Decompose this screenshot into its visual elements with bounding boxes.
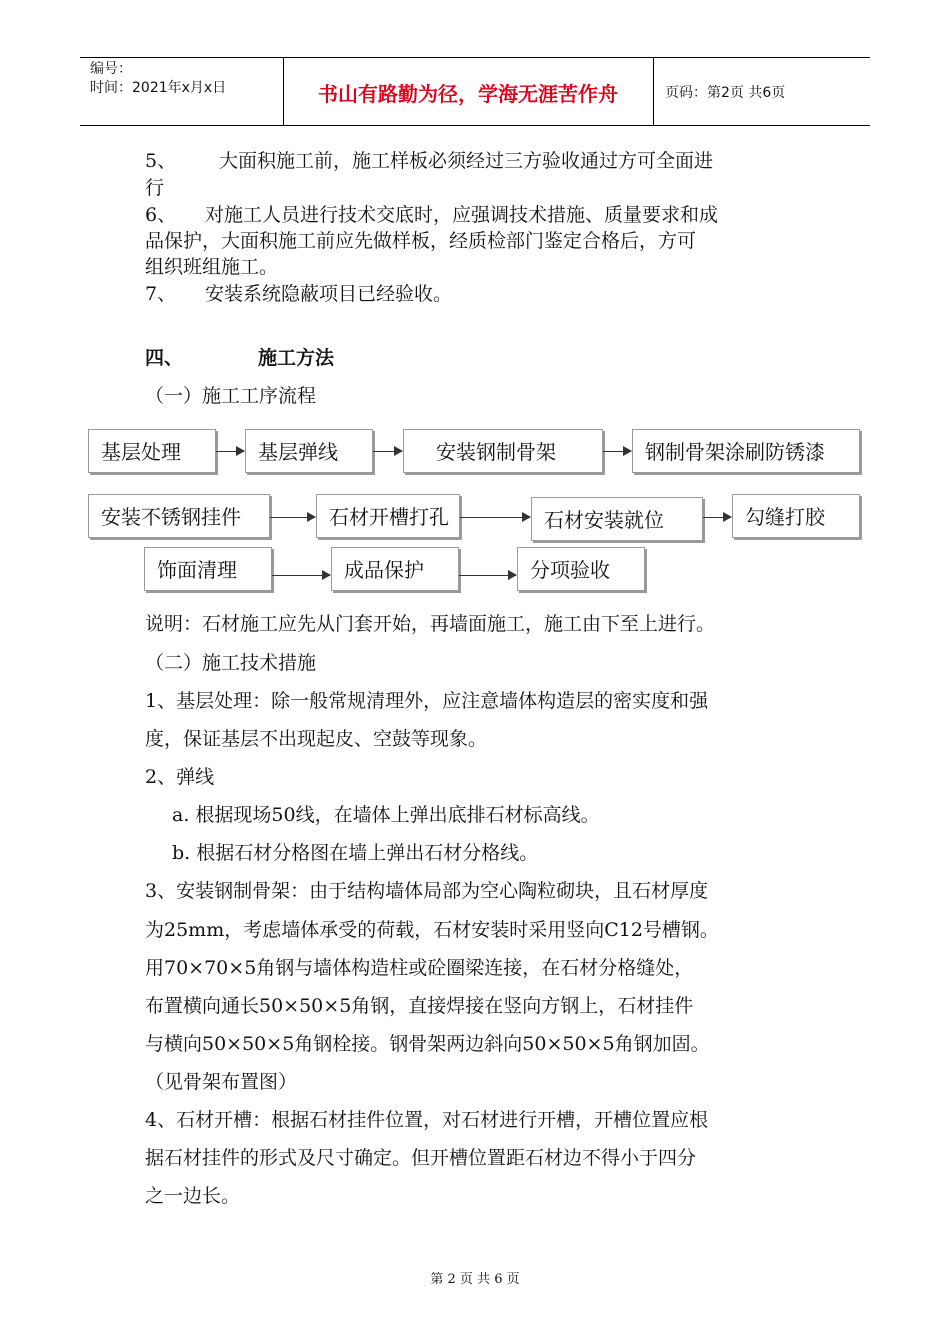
body-line: 度，保证基层不出现起皮、空鼓等现象。 [145, 728, 488, 750]
flow-arrow [703, 517, 731, 518]
flow-arrow [603, 451, 631, 452]
flow-step: 基层弹线 [245, 429, 373, 473]
section-number: 四、 [145, 347, 184, 369]
item-continuation: 行 [145, 177, 165, 199]
list-item [145, 148, 713, 174]
flow-note: 说明：石材施工应先从门套开始，再墙面施工，施工由下至上进行。 [145, 613, 716, 635]
flow-step: 安装钢制骨架 [403, 429, 603, 473]
header-motto: 书山有路勤为径，学海无涯苦作舟 [318, 82, 618, 106]
body-line: 之一边长。 [145, 1185, 241, 1207]
flow-arrow [373, 451, 402, 452]
body-line: 2、弹线 [145, 766, 215, 788]
item-number: 7、 [145, 283, 177, 305]
item-number: 6、 [145, 204, 177, 226]
flow-arrow [216, 451, 244, 452]
flow-step: 石材安装就位 [531, 497, 703, 541]
body-line: 据石材挂件的形式及尺寸确定。但开槽位置距石材边不得小于四分 [145, 1147, 697, 1169]
date-label: 时间：2021年x月x日 [90, 80, 227, 96]
page-number-label: 页码：第2页 共6页 [665, 85, 786, 101]
item-continuation: 品保护，大面积施工前应先做样板，经质检部门鉴定合格后，方可 [145, 230, 697, 252]
flow-arrow [272, 575, 330, 576]
flow-step: 安装不锈钢挂件 [88, 494, 270, 538]
section-title: 施工方法 [258, 347, 335, 369]
item-number: 5、 [145, 150, 177, 172]
flow-arrow [270, 517, 315, 518]
body-line: 布置横向通长50×50×5角钢，直接焊接在竖向方钢上，石材挂件 [145, 995, 694, 1017]
subsection-title: （一）施工工序流程 [145, 385, 317, 407]
body-line: 1、基层处理：除一般常规清理外，应注意墙体构造层的密实度和强 [145, 690, 709, 712]
flow-step: 石材开槽打孔 [316, 494, 460, 538]
body-line: 4、石材开槽：根据石材挂件位置，对石材进行开槽，开槽位置应根 [145, 1109, 709, 1131]
page-footer: 第 2 页 共 6 页 [430, 1272, 520, 1287]
body-line: （见骨架布置图） [145, 1071, 298, 1093]
flow-step: 分项验收 [517, 547, 645, 591]
flow-arrow [459, 575, 516, 576]
header-meta [90, 60, 280, 98]
item-text: 安装系统隐蔽项目已经验收。 [205, 283, 453, 305]
body-line: 为25mm，考虑墙体承受的荷载，石材安装时采用竖向C12号槽钢。 [145, 919, 719, 941]
body-line: 与横向50×50×5角钢栓接。钢骨架两边斜向50×50×5角钢加固。 [145, 1033, 710, 1055]
flow-step: 基层处理 [88, 429, 216, 473]
header-divider [653, 58, 654, 125]
body-line: 用70×70×5角钢与墙体构造柱或砼圈梁连接，在石材分格缝处， [145, 957, 694, 979]
section-heading [145, 343, 335, 370]
flow-step: 勾缝打胶 [732, 494, 860, 538]
item-continuation: 组织班组施工。 [145, 256, 279, 278]
flow-step: 钢制骨架涂刷防锈漆 [632, 429, 860, 473]
body-line: 3、安装钢制骨架：由于结构墙体局部为空心陶粒砌块，且石材厚度 [145, 880, 709, 902]
item-text: 对施工人员进行技术交底时，应强调技术措施、质量要求和成 [205, 204, 719, 226]
list-item [145, 202, 718, 228]
body-line: b. 根据石材分格图在墙上弹出石材分格线。 [172, 842, 539, 864]
subsection-title: （二）施工技术措施 [145, 652, 317, 674]
flow-arrow [460, 517, 530, 518]
code-label: 编号： [90, 61, 132, 77]
list-item [145, 281, 452, 307]
body-line: a. 根据现场50线，在墙体上弹出底排石材标高线。 [172, 804, 600, 826]
item-text: 大面积施工前，施工样板必须经过三方验收通过方可全面进 [213, 150, 714, 172]
flow-step: 成品保护 [331, 547, 459, 591]
page-header [80, 57, 870, 126]
flow-step: 饰面清理 [144, 547, 272, 591]
